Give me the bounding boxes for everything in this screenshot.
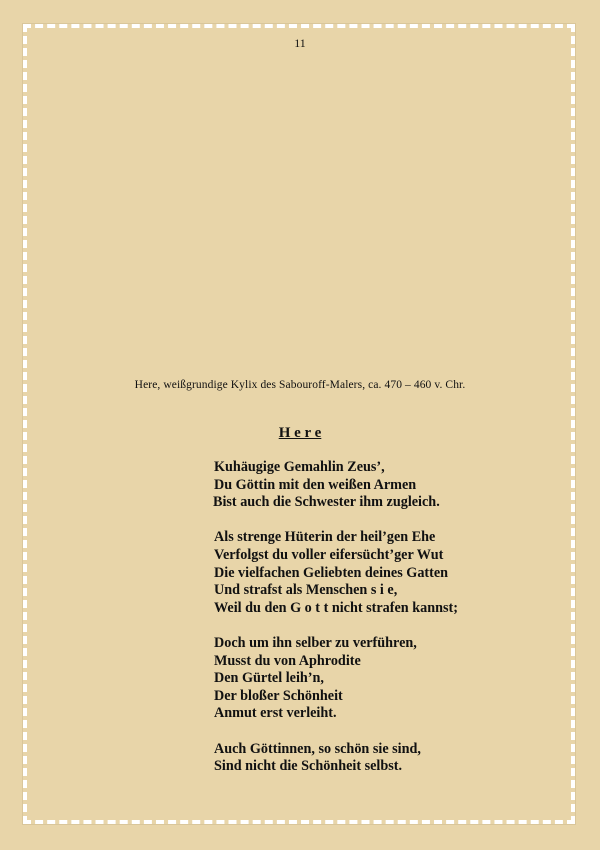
poem-line: Doch um ihn selber zu verführen, xyxy=(214,634,417,651)
poem-stanza-2 xyxy=(214,529,534,617)
page-number: 11 xyxy=(294,36,306,50)
poem-line: Musst du von Aphrodite xyxy=(214,652,361,669)
poem-stanza-1 xyxy=(214,459,534,512)
poem-stanza-4 xyxy=(214,741,534,776)
poem-stanza-3 xyxy=(214,635,534,723)
poem-line: Bist auch die Schwester ihm zugleich. xyxy=(213,494,440,511)
poem-line: Die vielfachen Geliebten deines Gatten xyxy=(214,564,449,581)
poem-line: Weil du den G o t t nicht strafen kannst; xyxy=(214,599,458,616)
poem-line: Sind nicht die Schönheit selbst. xyxy=(214,758,403,775)
poem-line: Verfolgst du voller eifersücht’ger Wut xyxy=(214,546,444,563)
poem-line: Der bloßer Schönheit xyxy=(214,687,343,704)
image-caption: Here, weißgrundige Kylix des Sabouroff-Malers, ca. 470 – 460 v. Chr. xyxy=(134,379,466,391)
poem-line: Kuhäugige Gemahlin Zeus’, xyxy=(214,459,385,475)
poem-body xyxy=(214,459,534,793)
image-placeholder-area xyxy=(150,60,450,360)
poem-line: Als strenge Hüterin der heil’gen Ehe xyxy=(214,529,436,546)
poem-line: Du Göttin mit den weißen Armen xyxy=(214,476,417,493)
poem-line: Anmut erst verleiht. xyxy=(214,705,337,722)
poem-line: Den Gürtel leih’n, xyxy=(214,670,324,687)
poem-line: Auch Göttinnen, so schön sie sind, xyxy=(214,740,421,757)
poem-line: Und strafst als Menschen s i e, xyxy=(214,582,398,599)
poem-title: H e r e xyxy=(278,425,322,441)
